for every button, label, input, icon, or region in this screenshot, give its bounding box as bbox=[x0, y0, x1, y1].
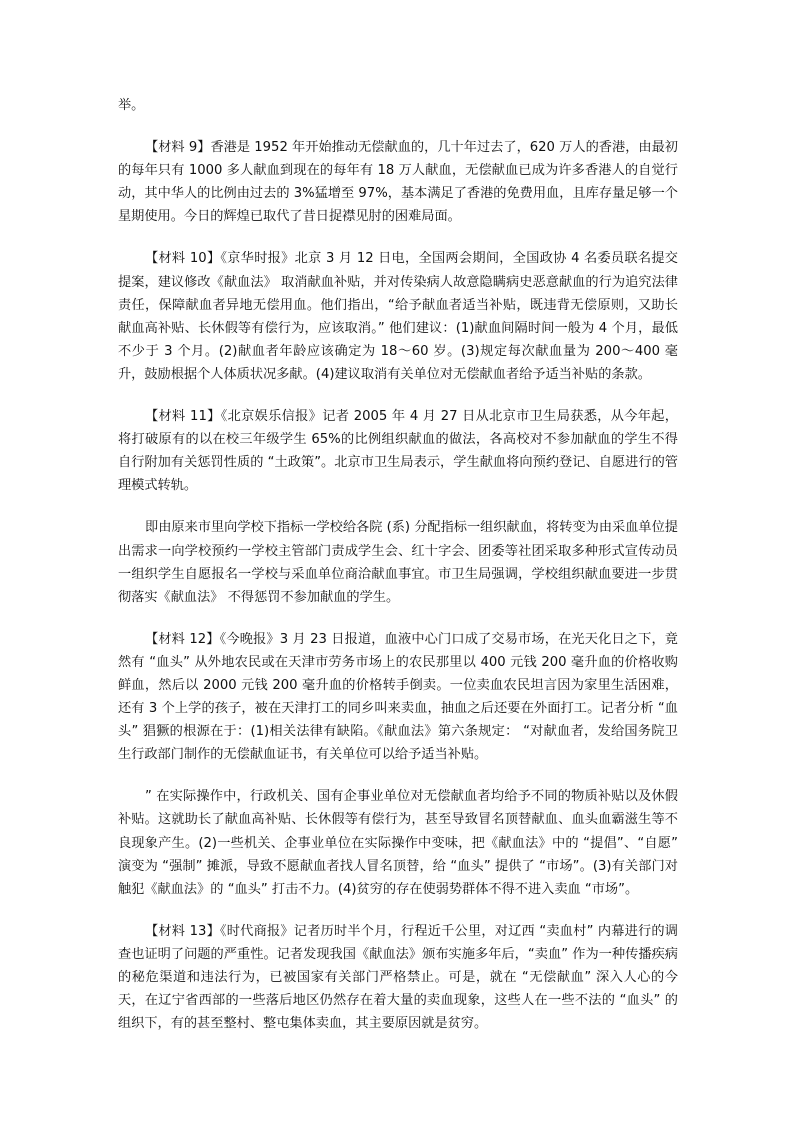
material-12-paragraph: 【材料 12】《今晚报》3 月 23 日报道，血液中心门口成了交易市场，在光天化日之下，竟然有 “血头” 从外地农民或在天津市劳务市场上的农民那里以 400 元钱 200 毫升血的价格收购鲜血，然后以 2000 元钱 200 毫升血的价格转手倒卖。一位卖血农民坦言因为家里生活困难，还有 3 个上学的孩子，被在天津打工的同乡叫来卖血，抽血之后还要在外面打工。记者分析 “血头” 猖獗的根源在于：(1)相关法律有缺陷。《献血法》第六条规定： “对献血者，发给国务院卫生行政部门制作的无偿献血证书，有关单位可以给予适当补贴。 bbox=[118, 631, 678, 763]
material-9-paragraph: 【材料 9】香港是 1952 年开始推动无偿献血的，几十年过去了，620 万人的香港，由最初的每年只有 1000 多人献血到现在的每年有 18 万人献血，无偿献血已成为许多香港人的自觉行动，其中华人的比例由过去的 3%猛增至 97%，基本满足了香港的免费用血，且库存量足够一个星期使用。今日的辉煌已取代了昔日捉襟见肘的困难局面。 bbox=[118, 140, 678, 225]
document-page bbox=[118, 94, 678, 1035]
paragraph-gap bbox=[118, 497, 678, 516]
material-11-paragraph: 【材料 11】《北京娱乐信报》记者 2005 年 4 月 27 日从北京市卫生局获悉，从今年起，将打破原有的以在校三年级学生 65%的比例组织献血的做法，各高校对不参加献血的学生不得自行附加有关惩罚性质的 “土政策”。北京市卫生局表示，学生献血将向预约登记、自愿进行的管理模式转轨。 bbox=[118, 409, 678, 494]
paragraph-gap bbox=[118, 901, 678, 920]
material-12-continuation-paragraph: ” 在实际操作中，行政机关、国有企事业单位对无偿献血者均给予不同的物质补贴以及休假补贴。这就助长了献血高补贴、长休假等有偿行为，甚至导致冒名顶替献血、血头血霸滋生等不良现象产生。(2)一些机关、企事业单位在实际操作中变味，把《献血法》中的 “提倡”、“自愿” 演变为 “强制” 摊派，导致不愿献血者找人冒名顶替，给 “血头” 提供了 “市场”。(3)有关部门对触犯《献血法》的 “血头” 打击不力。(4)贫穷的存在使弱势群体不得不进入卖血 “市场”。 bbox=[118, 789, 678, 897]
material-11-continuation-paragraph: 即由原来市里向学校下指标一学校给各院 (系) 分配指标一组织献血，将转变为由采血单位提出需求一向学校预约一学校主管部门责成学生会、红十字会、团委等社团采取多种形式宣传动员一组织学生自愿报名一学校与采血单位商洽献血事宜。市卫生局强调，学校组织献血要进一步贯彻落实《献血法》 不得惩罚不参加献血的学生。 bbox=[118, 520, 678, 605]
paragraph-gap bbox=[118, 386, 678, 405]
paragraph-gap bbox=[118, 609, 678, 628]
paragraph-gap bbox=[118, 117, 678, 136]
continuation-paragraph: 举。 bbox=[118, 98, 145, 113]
paragraph-gap bbox=[118, 228, 678, 247]
material-10-paragraph: 【材料 10】《京华时报》北京 3 月 12 日电，全国两会期间，全国政协 4 名委员联名提交提案，建议修改《献血法》 取消献血补贴，并对传染病人故意隐瞒病史恶意献血的行为追究法律责任，保障献血者异地无偿用血。他们指出，“给予献血者适当补贴，既违背无偿原则，又助长献血高补贴、长休假等有偿行为，应该取消。” 他们建议：(1)献血间隔时间一般为 4 个月，最低不少于 3 个月。(2)献血者年龄应该确定为 18～60 岁。(3)规定每次献血量为 200～400 毫升，鼓励根据个人体质状况多献。(4)建议取消有关单位对无偿献血者给予适当补贴的条款。 bbox=[118, 251, 678, 382]
material-13-paragraph: 【材料 13】《时代商报》记者历时半个月，行程近千公里，对辽西 “卖血村” 内幕进行的调查也证明了问题的严重性。记者发现我国《献血法》颁布实施多年后，“卖血” 作为一种传播疾病的秘危渠道和违法行为，已被国家有关部门严格禁止。可是，就在 “无偿献血” 深入人心的今天，在辽宁省西部的一些落后地区仍然存在着大量的卖血现象，这些人在一些不法的 “血头” 的组织下，有的甚至整村、整屯集体卖血，其主要原因就是贫穷。 bbox=[118, 923, 678, 1032]
paragraph-gap bbox=[118, 766, 678, 785]
